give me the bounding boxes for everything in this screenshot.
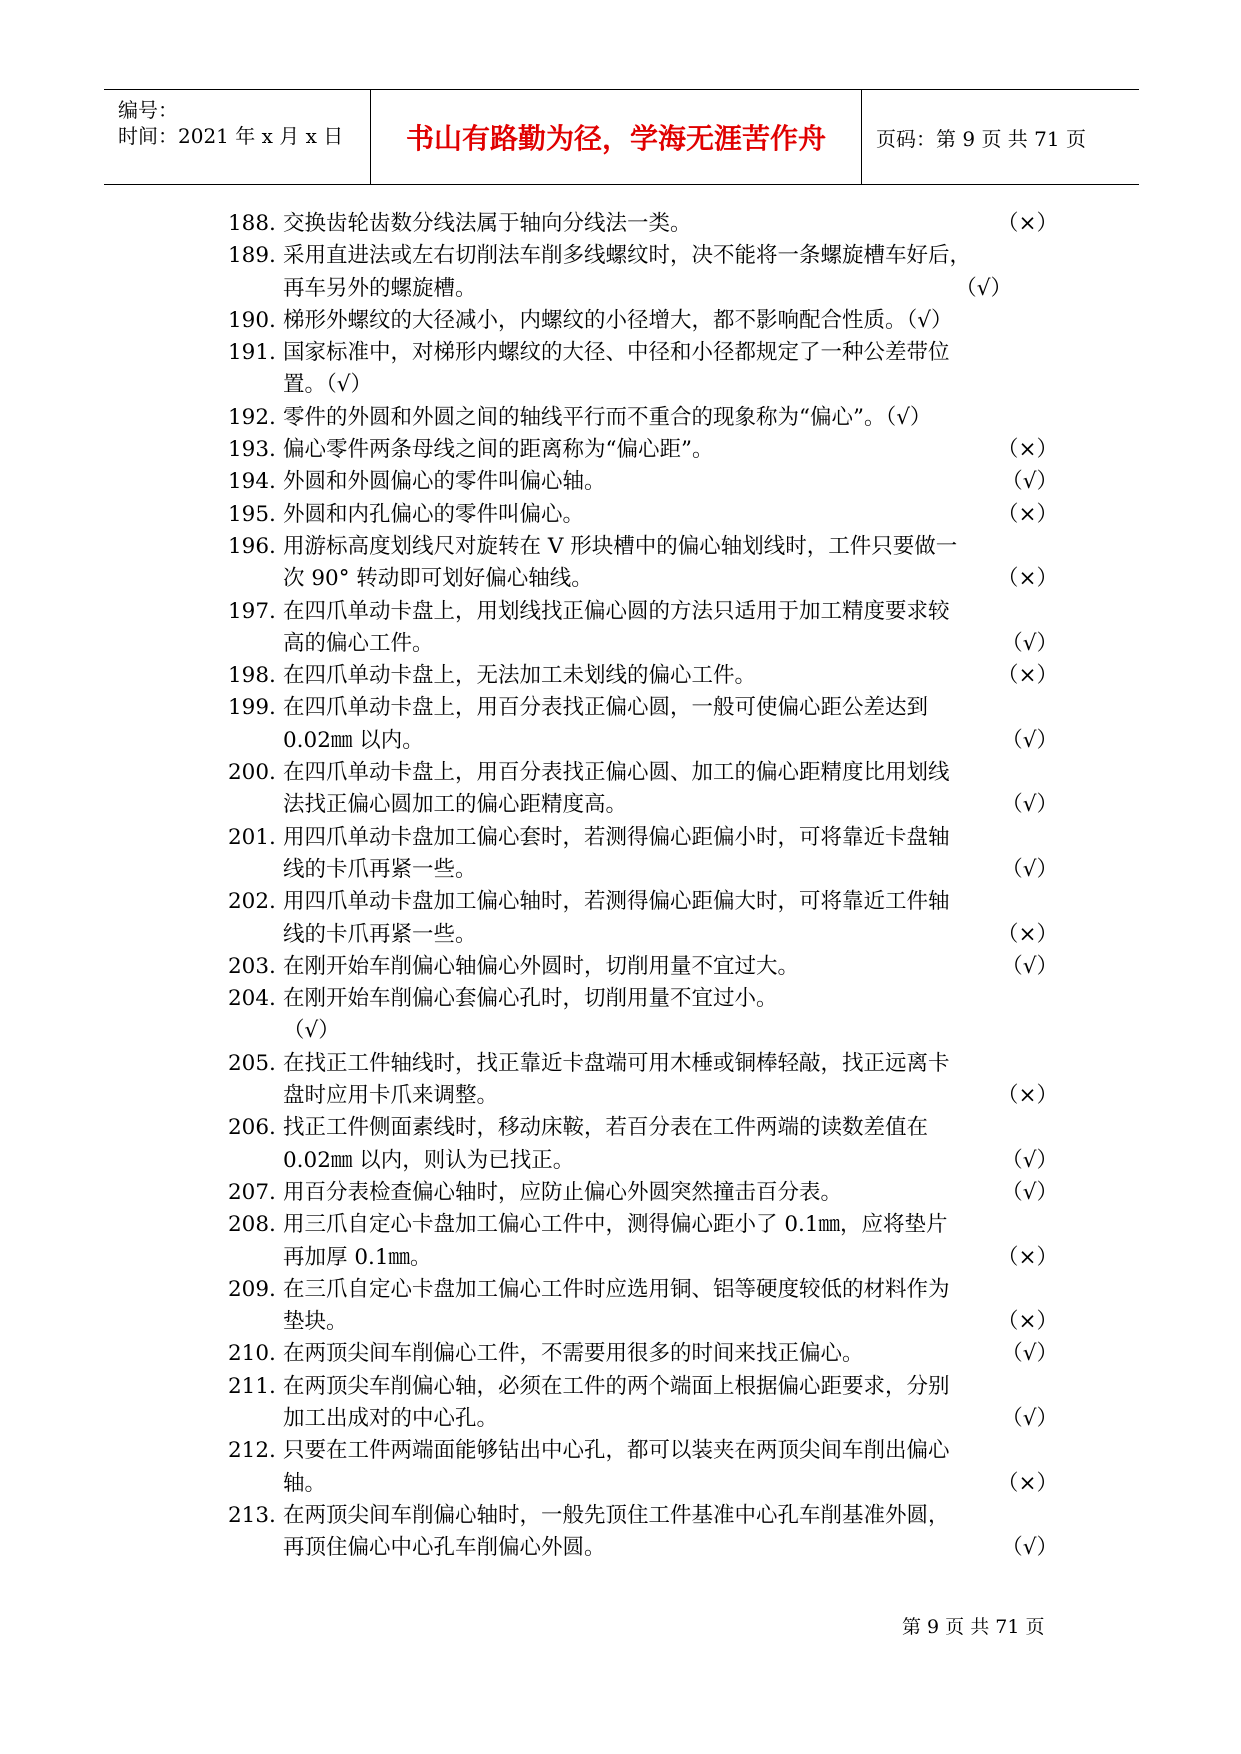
question-text: 在找正工件轴线时，找正靠近卡盘端可用木棰或铜棒轻敲，找正远离卡: [283, 1050, 950, 1076]
answer-mark: （√）: [1001, 630, 1058, 656]
question-number: 212.: [228, 1438, 276, 1464]
motto: 书山有路勤为径，学海无涯苦作舟: [405, 122, 826, 155]
question-item: [228, 305, 1058, 337]
question-text: 用游标高度划线尺对旋转在 V 形块槽中的偏心轴划线时，工件只要做一: [283, 533, 958, 559]
question-item: [228, 434, 1058, 466]
question-text: 在四爪单动卡盘上，用划线找正偏心圆的方法只适用于加工精度要求较: [283, 598, 950, 624]
question-item: [228, 1112, 1058, 1177]
question-text: 在刚开始车削偏心轴偏心外圆时，切削用量不宜过大。: [283, 953, 800, 979]
answer-mark: （√）: [1001, 1147, 1058, 1173]
answer-mark: （√）: [1001, 1179, 1058, 1205]
question-number: 188.: [228, 211, 276, 236]
question-text: 在刚开始车削偏心套偏心孔时，切削用量不宜过小。: [283, 986, 778, 1012]
question-number: 189.: [228, 243, 276, 269]
question-text: 在两顶尖间车削偏心轴时，一般先顶住工件基准中心孔车削基准外圆，: [283, 1502, 950, 1528]
question-text: 外圆和内孔偏心的零件叫偏心。: [283, 501, 585, 527]
question-number: 209.: [228, 1276, 276, 1302]
question-number: 199.: [228, 695, 276, 721]
question-number: 202.: [228, 889, 276, 915]
header-motto-cell: [371, 90, 862, 184]
answer-mark: （×）: [996, 921, 1058, 947]
question-text: 国家标准中，对梯形内螺纹的大径、中径和小径都规定了一种公差带位: [283, 340, 950, 366]
question-item: [228, 1209, 1058, 1274]
footer-page-number: 第 9 页 共 71 页: [902, 1616, 1045, 1638]
document-header: [104, 89, 1139, 185]
answer-mark: （×）: [996, 501, 1058, 527]
question-text: 在四爪单动卡盘上，用百分表找正偏心圆，一般可使偏心距公差达到: [283, 695, 929, 721]
question-text: 用三爪自定心卡盘加工偏心工件中，测得偏心距小了 0.1㎜，应将垫片: [283, 1212, 948, 1238]
question-text: 找正工件侧面素线时，移动床鞍，若百分表在工件两端的读数差值在: [283, 1115, 929, 1141]
question-item: [228, 983, 1058, 1048]
question-number: 193.: [228, 437, 276, 463]
question-item: [228, 1338, 1058, 1370]
question-text: 用四爪单动卡盘加工偏心套时，若测得偏心距偏小时，可将靠近卡盘轴: [283, 824, 950, 850]
question-text: 在两顶尖车削偏心轴，必须在工件的两个端面上根据偏心距要求，分别: [283, 1373, 950, 1399]
question-text-continued: （√）: [283, 1018, 340, 1044]
question-number: 207.: [228, 1179, 276, 1205]
header-page-cell: [862, 90, 1139, 184]
question-item: [228, 1500, 1058, 1565]
question-item: [228, 692, 1058, 757]
answer-mark: （√）: [1001, 469, 1058, 495]
answer-mark: （×）: [996, 566, 1058, 592]
question-item: [228, 208, 1058, 240]
question-number: 196.: [228, 533, 276, 559]
question-text: 在三爪自定心卡盘加工偏心工件时应选用铜、铝等硬度较低的材料作为: [283, 1276, 950, 1302]
question-item: [228, 1371, 1058, 1436]
question-number: 197.: [228, 598, 276, 624]
question-item: [228, 1177, 1058, 1209]
question-text-continued: 高的偏心工件。: [283, 630, 434, 656]
question-number: 192.: [228, 404, 276, 430]
question-text-continued: 再加厚 0.1㎜。: [283, 1244, 432, 1270]
question-list: [228, 208, 1058, 1564]
header-meta-cell: [104, 90, 371, 184]
question-number: 203.: [228, 953, 276, 979]
answer-mark: （√）: [1001, 727, 1058, 753]
question-text-continued: 加工出成对的中心孔。: [283, 1405, 499, 1431]
question-number: 195.: [228, 501, 276, 527]
question-item: [228, 1274, 1058, 1339]
question-text-continued: 轴。: [283, 1470, 327, 1496]
question-text-continued: 线的卡爪再紧一些。: [283, 921, 477, 947]
question-number: 190.: [228, 307, 276, 333]
question-text-continued: 置。（√）: [283, 372, 372, 398]
question-text: 交换齿轮齿数分线法属于轴向分线法一类。: [283, 211, 692, 236]
question-text-continued: 再顶住偏心中心孔车削偏心外圆。: [283, 1535, 606, 1561]
answer-mark: （×）: [996, 1470, 1058, 1496]
question-number: 208.: [228, 1212, 276, 1238]
question-text-continued: 0.02㎜ 以内，则认为已找正。: [283, 1147, 575, 1173]
answer-mark: （×）: [996, 437, 1058, 463]
question-text: 采用直进法或左右切削法车削多线螺纹时，决不能将一条螺旋槽车好后，: [283, 243, 972, 269]
question-number: 200.: [228, 760, 276, 786]
question-item: [228, 337, 1058, 402]
question-text: 在四爪单动卡盘上，无法加工未划线的偏心工件。: [283, 663, 757, 689]
question-number: 206.: [228, 1115, 276, 1141]
question-text: 在两顶尖间车削偏心工件，不需要用很多的时间来找正偏心。: [283, 1341, 864, 1367]
question-item: [228, 531, 1058, 596]
question-text: 只要在工件两端面能够钻出中心孔，都可以装夹在两顶尖间车削出偏心: [283, 1438, 950, 1464]
question-item: [228, 240, 1058, 305]
answer-mark: （√）: [1001, 792, 1058, 818]
question-number: 210.: [228, 1341, 276, 1367]
question-item: [228, 822, 1058, 887]
question-item: [228, 1435, 1058, 1500]
question-text-continued: 法找正偏心圆加工的偏心距精度高。: [283, 792, 628, 818]
answer-mark: （×）: [996, 1309, 1058, 1335]
question-item: [228, 951, 1058, 983]
question-item: [228, 660, 1058, 692]
question-text-continued: 垫块。: [283, 1309, 348, 1335]
question-text-continued: 再车另外的螺旋槽。: [283, 275, 477, 301]
question-number: 201.: [228, 824, 276, 850]
time-label: 时间：2021 年 x 月 x 日: [118, 124, 344, 148]
question-number: 213.: [228, 1502, 276, 1528]
question-text: 外圆和外圆偏心的零件叫偏心轴。: [283, 469, 606, 495]
answer-mark: （√）: [955, 275, 1012, 301]
question-text-continued: 0.02㎜ 以内。: [283, 727, 424, 753]
page-info: 页码：第 9 页 共 71 页: [876, 127, 1086, 151]
answer-mark: （√）: [1001, 1341, 1058, 1367]
answer-mark: （√）: [1001, 856, 1058, 882]
answer-mark: （√）: [1001, 953, 1058, 979]
question-number: 194.: [228, 469, 276, 495]
question-number: 205.: [228, 1050, 276, 1076]
question-text-continued: 次 90° 转动即可划好偏心轴线。: [283, 566, 593, 592]
answer-mark: （×）: [996, 1244, 1058, 1270]
answer-mark: （√）: [1001, 1405, 1058, 1431]
question-number: 204.: [228, 986, 276, 1012]
question-item: [228, 757, 1058, 822]
question-item: [228, 402, 1058, 434]
answer-mark: （×）: [996, 663, 1058, 689]
number-label: 编号：: [118, 98, 178, 122]
question-item: [228, 499, 1058, 531]
question-text-continued: 盘时应用卡爪来调整。: [283, 1083, 499, 1109]
question-item: [228, 1048, 1058, 1113]
question-item: [228, 596, 1058, 661]
answer-mark: （×）: [996, 211, 1058, 236]
question-number: 198.: [228, 663, 276, 689]
question-item: [228, 886, 1058, 951]
question-item: [228, 466, 1058, 498]
question-text: 偏心零件两条母线之间的距离称为“偏心距”。: [283, 437, 714, 463]
answer-mark: （×）: [996, 1083, 1058, 1109]
question-text: 在四爪单动卡盘上，用百分表找正偏心圆、加工的偏心距精度比用划线: [283, 760, 950, 786]
question-text-continued: 线的卡爪再紧一些。: [283, 856, 477, 882]
question-text: 梯形外螺纹的大径减小，内螺纹的小径增大，都不影响配合性质。（√）: [283, 307, 953, 333]
answer-mark: （√）: [1001, 1535, 1058, 1561]
question-text: 零件的外圆和外圆之间的轴线平行而不重合的现象称为“偏心”。（√）: [283, 404, 932, 430]
question-text: 用四爪单动卡盘加工偏心轴时，若测得偏心距偏大时，可将靠近工件轴: [283, 889, 950, 915]
question-text: 用百分表检查偏心轴时，应防止偏心外圆突然撞击百分表。: [283, 1179, 843, 1205]
question-number: 211.: [228, 1373, 276, 1399]
question-number: 191.: [228, 340, 276, 366]
